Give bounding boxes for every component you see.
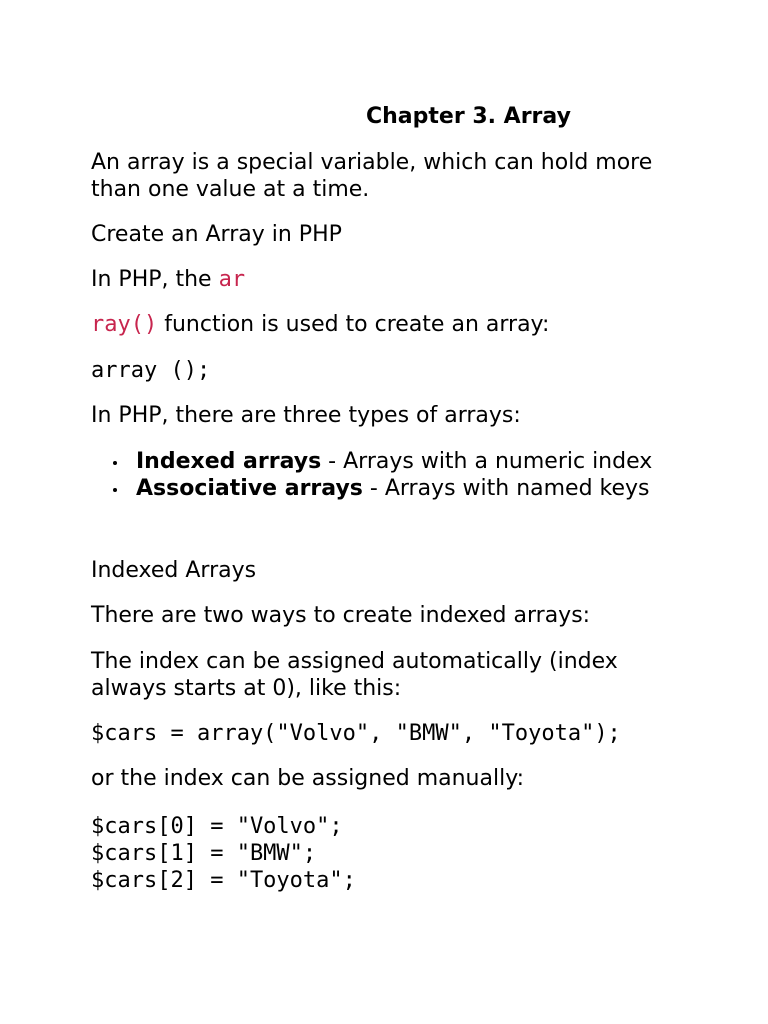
two-ways-text: There are two ways to create indexed arrays: (91, 603, 591, 628)
code-line: $cars[2] = "Toyota"; (91, 868, 356, 893)
type-term: Indexed arrays (136, 449, 322, 474)
code-line: $cars[0] = "Volvo"; (91, 814, 343, 839)
bullet-icon (113, 488, 117, 492)
type-term: Associative arrays (136, 476, 363, 501)
list-item (110, 449, 652, 476)
php-sentence-line-2 (91, 312, 549, 338)
heading-indexed-arrays: Indexed Arrays (91, 558, 257, 583)
array-syntax-code: array (); (91, 358, 211, 383)
type-desc: - Arrays with named keys (362, 476, 650, 501)
types-intro: In PHP, there are three types of arrays: (91, 403, 521, 428)
intro-line-1: An array is a special variable, which can hold more (91, 150, 653, 175)
auto-index-line-2: always starts at 0), like this: (91, 676, 402, 701)
bullet-icon (113, 461, 117, 465)
chapter-title: Chapter 3. Array (366, 104, 571, 129)
inline-code-array-part2: ray() (91, 312, 158, 337)
intro-line-2: than one value at a time. (91, 177, 370, 202)
code-line: $cars[1] = "BMW"; (91, 841, 317, 866)
php-sentence-prefix: In PHP, the (91, 267, 219, 292)
auto-index-line-1: The index can be assigned automatically (index (91, 649, 618, 674)
auto-index-code: $cars = array("Volvo", "BMW", "Toyota"); (91, 721, 621, 746)
inline-code-array-part1: ar (218, 267, 246, 292)
heading-create-array: Create an Array in PHP (91, 222, 342, 247)
array-types-list (110, 449, 652, 503)
list-item (110, 476, 652, 503)
php-sentence-line-1 (91, 267, 245, 293)
type-desc: - Arrays with a numeric index (321, 449, 653, 474)
php-sentence-suffix: function is used to create an array: (157, 312, 550, 337)
manual-index-text: or the index can be assigned manually: (91, 766, 525, 791)
manual-index-code-block (91, 813, 356, 894)
